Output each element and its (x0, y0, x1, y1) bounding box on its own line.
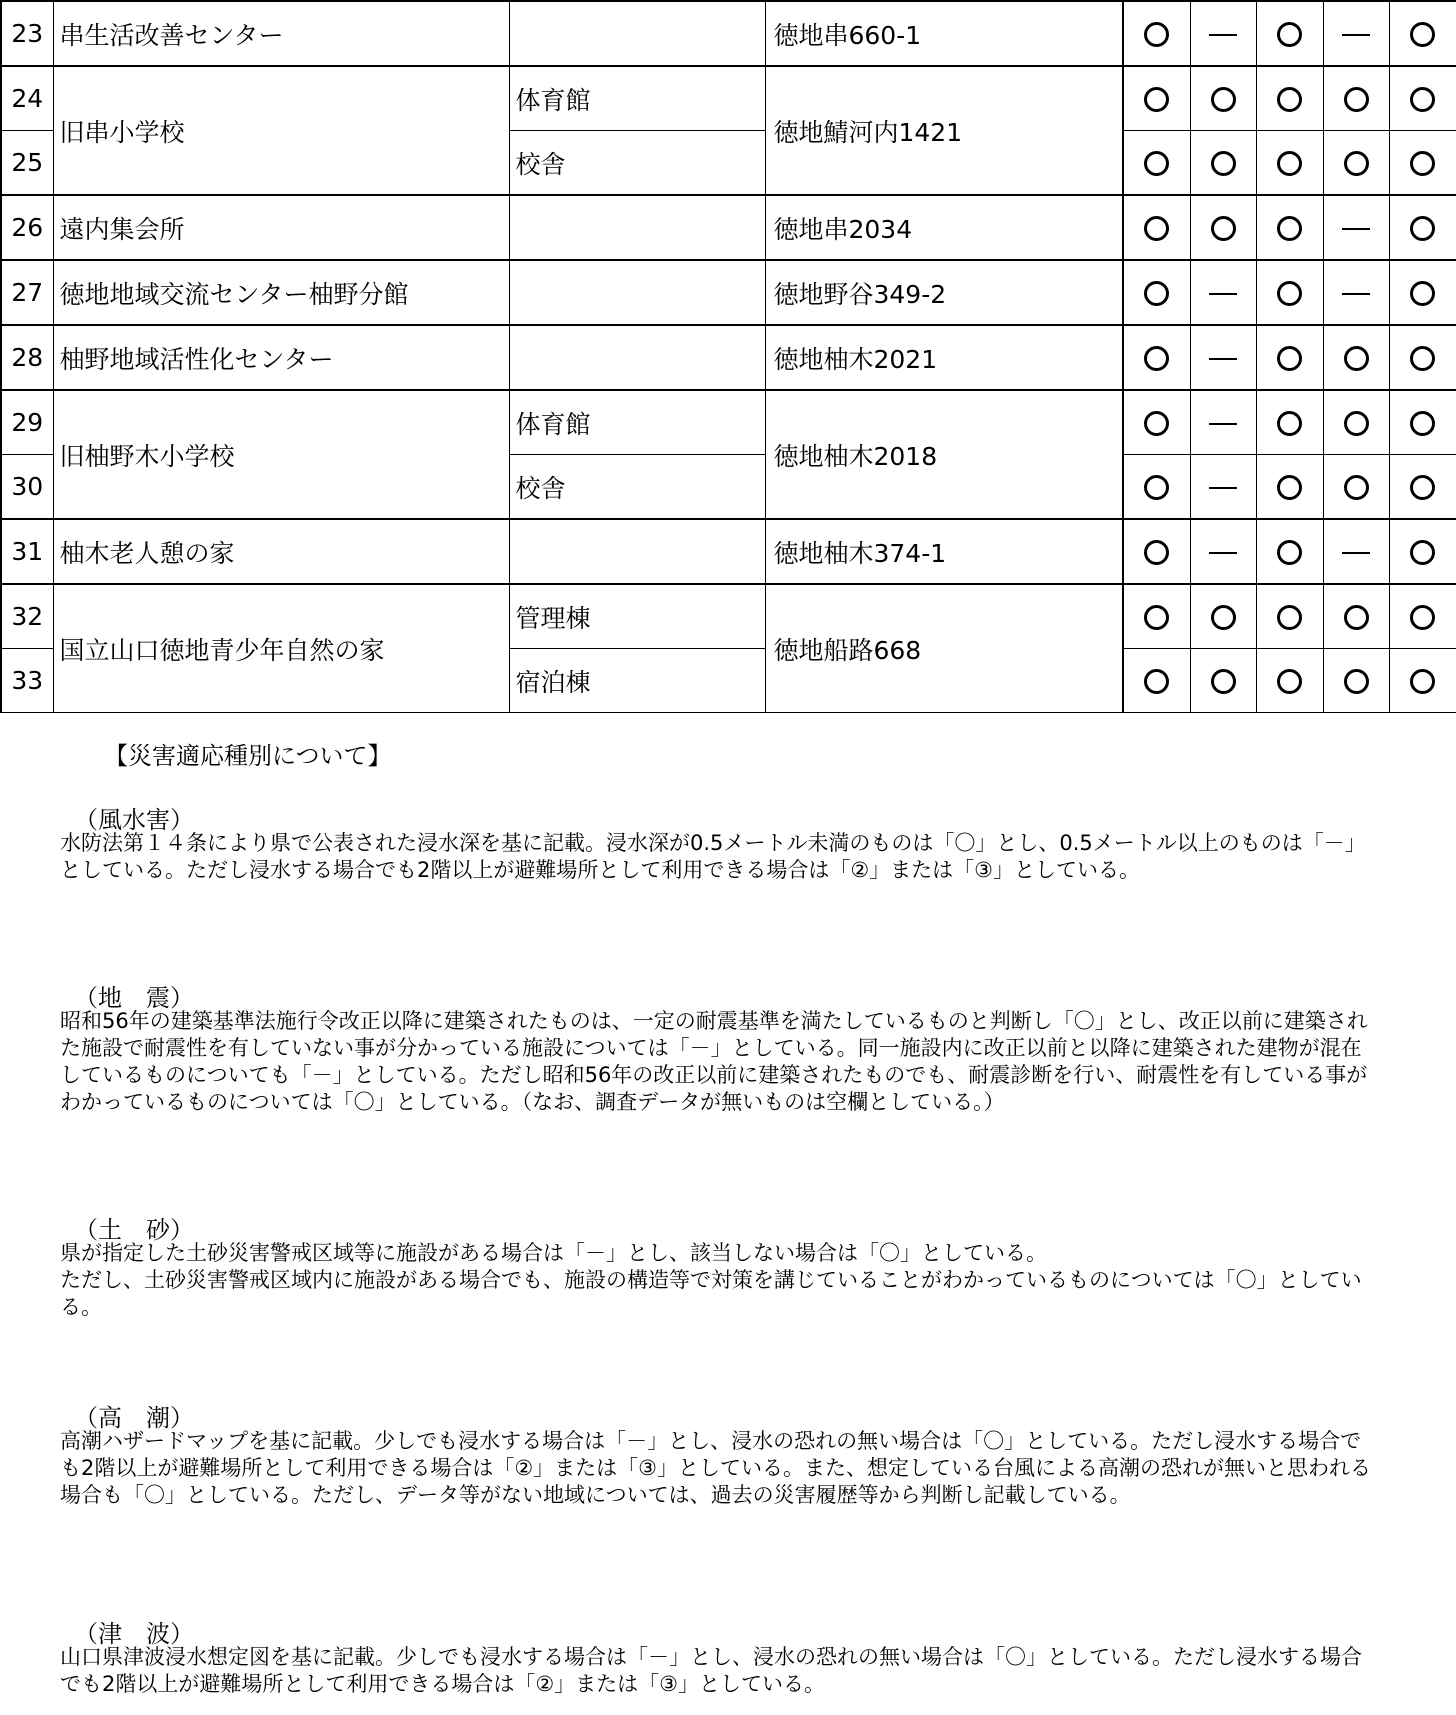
facility-name: 串生活改善センター (53, 1, 509, 66)
building-name: 宿泊棟 (509, 649, 765, 713)
hazard-mark-cell (1389, 131, 1456, 196)
circle-mark-icon (1410, 22, 1435, 47)
circle-mark-icon (1344, 87, 1369, 112)
circle-mark-icon (1211, 605, 1236, 630)
hazard-mark-cell (1190, 519, 1256, 584)
hazard-mark-cell (1190, 195, 1256, 260)
note-category: （高 潮） (74, 1404, 194, 1432)
hazard-mark-cell (1123, 455, 1190, 520)
table-row (1, 195, 1456, 260)
facility-name: 旧柚野木小学校 (53, 390, 509, 519)
row-number: 30 (1, 455, 53, 520)
circle-mark-icon (1277, 669, 1302, 694)
facility-address: 徳地野谷349-2 (765, 260, 1123, 325)
hazard-mark-cell (1190, 1, 1256, 66)
circle-mark-icon (1211, 87, 1236, 112)
hazard-mark-cell (1323, 66, 1389, 131)
circle-mark-icon (1344, 669, 1369, 694)
note-text: 山口県津波浸水想定図を基に記載。少しでも浸水する場合は「－」とし、浸水の恐れの無い場合は「〇」としている。ただし浸水する場合でも2階以上が避難場所として利用できる場合は「②」または「③」としている。 (60, 1645, 1362, 1696)
circle-mark-icon (1144, 411, 1169, 436)
hazard-mark-cell (1190, 131, 1256, 196)
hazard-mark-cell (1323, 260, 1389, 325)
hazard-mark-cell (1190, 584, 1256, 649)
row-number: 29 (1, 390, 53, 455)
circle-mark-icon (1211, 216, 1236, 241)
facility-name: 旧串小学校 (53, 66, 509, 195)
hazard-mark-cell (1389, 1, 1456, 66)
hazard-mark-cell (1256, 131, 1323, 196)
hazard-mark-cell (1256, 66, 1323, 131)
circle-mark-icon (1277, 540, 1302, 565)
circle-mark-icon (1410, 346, 1435, 371)
facility-address: 徳地柚木2021 (765, 325, 1123, 390)
hazard-mark-cell (1323, 455, 1389, 520)
circle-mark-icon (1344, 475, 1369, 500)
row-number: 31 (1, 519, 53, 584)
circle-mark-icon (1344, 411, 1369, 436)
hazard-mark-cell (1256, 260, 1323, 325)
circle-mark-icon (1211, 669, 1236, 694)
building-name: 体育館 (509, 390, 765, 455)
table-row (1, 390, 1456, 455)
hazard-mark-cell (1389, 455, 1456, 520)
circle-mark-icon (1277, 346, 1302, 371)
row-number: 27 (1, 260, 53, 325)
circle-mark-icon (1211, 151, 1236, 176)
circle-mark-icon (1410, 475, 1435, 500)
hazard-mark-cell (1123, 325, 1190, 390)
dash-mark-icon (1209, 423, 1237, 425)
hazard-mark-cell (1123, 519, 1190, 584)
dash-mark-icon (1342, 293, 1370, 295)
hazard-mark-cell (1323, 519, 1389, 584)
facility-address: 徳地柚木2018 (765, 390, 1123, 519)
circle-mark-icon (1144, 605, 1169, 630)
building-name (509, 195, 765, 260)
circle-mark-icon (1410, 540, 1435, 565)
hazard-mark-cell (1323, 195, 1389, 260)
hazard-mark-cell (1123, 1, 1190, 66)
hazard-mark-cell (1190, 66, 1256, 131)
hazard-mark-cell (1323, 1, 1389, 66)
circle-mark-icon (1410, 87, 1435, 112)
dash-mark-icon (1209, 34, 1237, 36)
hazard-mark-cell (1190, 325, 1256, 390)
table-row (1, 584, 1456, 649)
facility-address: 徳地柚木374-1 (765, 519, 1123, 584)
circle-mark-icon (1410, 605, 1435, 630)
hazard-mark-cell (1389, 195, 1456, 260)
hazard-mark-cell (1256, 390, 1323, 455)
circle-mark-icon (1410, 411, 1435, 436)
circle-mark-icon (1344, 346, 1369, 371)
facility-address: 徳地串2034 (765, 195, 1123, 260)
facility-name: 柚野地域活性化センター (53, 325, 509, 390)
row-number: 26 (1, 195, 53, 260)
circle-mark-icon (1410, 281, 1435, 306)
hazard-mark-cell (1256, 1, 1323, 66)
circle-mark-icon (1144, 475, 1169, 500)
circle-mark-icon (1277, 87, 1302, 112)
facility-address: 徳地船路668 (765, 584, 1123, 713)
dash-mark-icon (1209, 293, 1237, 295)
hazard-mark-cell (1323, 325, 1389, 390)
hazard-mark-cell (1389, 519, 1456, 584)
hazard-mark-cell (1323, 584, 1389, 649)
table-row (1, 66, 1456, 131)
circle-mark-icon (1277, 475, 1302, 500)
hazard-mark-cell (1190, 455, 1256, 520)
hazard-mark-cell (1123, 260, 1190, 325)
dash-mark-icon (1209, 487, 1237, 489)
building-name (509, 260, 765, 325)
row-number: 32 (1, 584, 53, 649)
dash-mark-icon (1342, 552, 1370, 554)
circle-mark-icon (1410, 151, 1435, 176)
facility-name: 遠内集会所 (53, 195, 509, 260)
hazard-mark-cell (1123, 390, 1190, 455)
hazard-mark-cell (1123, 584, 1190, 649)
hazard-mark-cell (1323, 649, 1389, 713)
circle-mark-icon (1344, 605, 1369, 630)
hazard-mark-cell (1389, 390, 1456, 455)
circle-mark-icon (1410, 669, 1435, 694)
note-category: （風水害） (74, 806, 194, 834)
dash-mark-icon (1342, 228, 1370, 230)
facility-name: 徳地地域交流センター柚野分館 (53, 260, 509, 325)
dash-mark-icon (1342, 34, 1370, 36)
hazard-mark-cell (1190, 260, 1256, 325)
hazard-mark-cell (1123, 649, 1190, 713)
circle-mark-icon (1144, 540, 1169, 565)
hazard-mark-cell (1123, 66, 1190, 131)
hazard-mark-cell (1256, 325, 1323, 390)
circle-mark-icon (1144, 346, 1169, 371)
note-category: （土 砂） (74, 1216, 194, 1244)
hazard-mark-cell (1323, 131, 1389, 196)
circle-mark-icon (1144, 669, 1169, 694)
hazard-mark-cell (1256, 195, 1323, 260)
row-number: 24 (1, 66, 53, 131)
circle-mark-icon (1344, 151, 1369, 176)
row-number: 25 (1, 131, 53, 196)
circle-mark-icon (1277, 216, 1302, 241)
building-name (509, 519, 765, 584)
row-number: 23 (1, 1, 53, 66)
hazard-mark-cell (1256, 455, 1323, 520)
note-category: （津 波） (74, 1620, 194, 1648)
hazard-mark-cell (1256, 584, 1323, 649)
building-name (509, 325, 765, 390)
dash-mark-icon (1209, 358, 1237, 360)
hazard-mark-cell (1123, 195, 1190, 260)
note-text: 高潮ハザードマップを基に記載。少しでも浸水する場合は「－」とし、浸水の恐れの無い場合は「〇」としている。ただし浸水する場合でも2階以上が避難場所として利用できる場合は「②」または「③」としている。また、想定している台風による高潮の恐れが無いと思われる場合も「〇」としている。ただし、データ等がない地域については、過去の災害履歴等から判断し記載している。 (60, 1429, 1372, 1507)
facility-table (0, 0, 1456, 713)
note-text: 昭和56年の建築基準法施行令改正以降に建築されたものは、一定の耐震基準を満たしているものと判断し「〇」とし、改正以前に建築された施設で耐震性を有していない事が分かっている施設については「－」としている。同一施設内に改正以前と以降に建築された建物が混在しているものについても「－」としている。ただし昭和56年の改正以前に建築されたものでも、耐震診断を行い、耐震性を有している事がわかっているものについては「〇」としている。（なお、調査データが無いものは空欄としている。） (60, 1009, 1368, 1114)
facility-address: 徳地串660-1 (765, 1, 1123, 66)
circle-mark-icon (1144, 22, 1169, 47)
hazard-mark-cell (1389, 584, 1456, 649)
hazard-mark-cell (1323, 390, 1389, 455)
circle-mark-icon (1144, 216, 1169, 241)
hazard-mark-cell (1256, 519, 1323, 584)
hazard-mark-cell (1256, 649, 1323, 713)
table-row (1, 325, 1456, 390)
note-text: 水防法第１４条により県で公表された浸水深を基に記載。浸水深が0.5メートル未満のものは「〇」とし、0.5メートル以上のものは「－」としている。ただし浸水する場合でも2階以上が避難場所として利用できる場合は「②」または「③」としている。 (60, 831, 1366, 882)
building-name (509, 1, 765, 66)
circle-mark-icon (1144, 281, 1169, 306)
circle-mark-icon (1277, 605, 1302, 630)
row-number: 28 (1, 325, 53, 390)
hazard-mark-cell (1190, 390, 1256, 455)
circle-mark-icon (1410, 216, 1435, 241)
note-category: （地 震） (74, 984, 194, 1012)
facility-name: 柚木老人憩の家 (53, 519, 509, 584)
circle-mark-icon (1277, 281, 1302, 306)
hazard-mark-cell (1190, 649, 1256, 713)
table-row (1, 260, 1456, 325)
circle-mark-icon (1277, 151, 1302, 176)
table-row (1, 519, 1456, 584)
notes-heading: 【災害適応種別について】 (104, 742, 392, 770)
dash-mark-icon (1209, 552, 1237, 554)
hazard-mark-cell (1389, 260, 1456, 325)
building-name: 体育館 (509, 66, 765, 131)
hazard-mark-cell (1389, 66, 1456, 131)
circle-mark-icon (1277, 411, 1302, 436)
hazard-mark-cell (1123, 131, 1190, 196)
building-name: 校舎 (509, 455, 765, 520)
circle-mark-icon (1144, 151, 1169, 176)
facility-address: 徳地鯖河内1421 (765, 66, 1123, 195)
table-row (1, 1, 1456, 66)
row-number: 33 (1, 649, 53, 713)
circle-mark-icon (1144, 87, 1169, 112)
note-text: 県が指定した土砂災害警戒区域等に施設がある場合は「－」とし、該当しない場合は「〇」としている。 ただし、土砂災害警戒区域内に施設がある場合でも、施設の構造等で対策を講じていることがわかっているものについては「〇」としている。 (60, 1241, 1362, 1319)
circle-mark-icon (1277, 22, 1302, 47)
building-name: 校舎 (509, 131, 765, 196)
facility-name: 国立山口徳地青少年自然の家 (53, 584, 509, 713)
hazard-mark-cell (1389, 325, 1456, 390)
hazard-mark-cell (1389, 649, 1456, 713)
building-name: 管理棟 (509, 584, 765, 649)
